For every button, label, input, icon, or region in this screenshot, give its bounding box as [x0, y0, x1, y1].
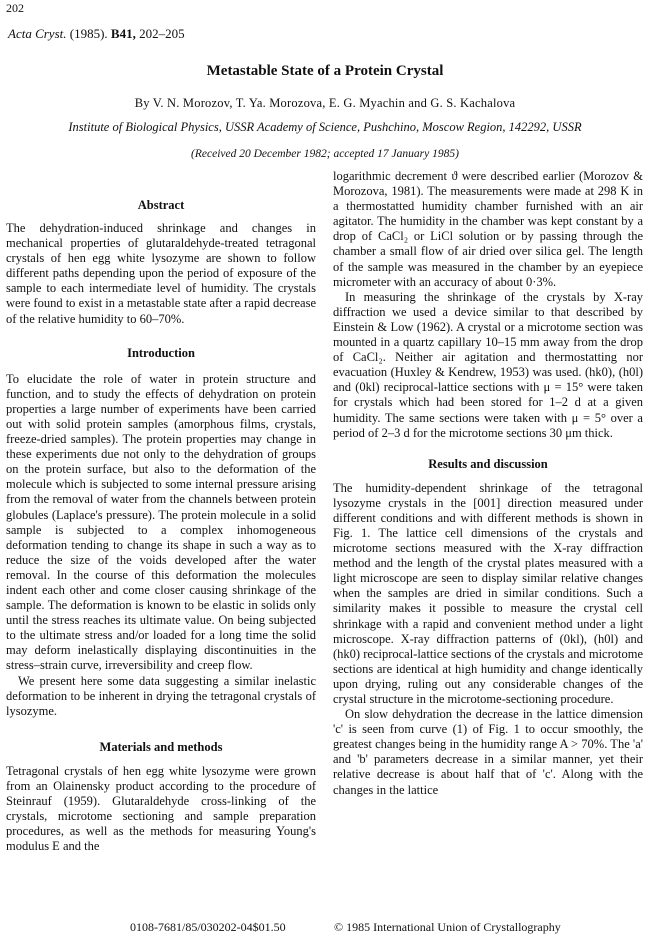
- methods-paragraph-1: Tetragonal crystals of hen egg white lysozyme were grown from an Olainensky product according to the procedure of Steinrauf (1959). Glutaraldehyde cross-linking of the crystals, microtome sectioning and sample preparation procedures, as well as the methods for measuring Young's modulus E and the: [6, 763, 316, 854]
- article-authors: By V. N. Morozov, T. Ya. Morozova, E. G. Myachin and G. S. Kachalova: [134, 96, 516, 110]
- methods-continued-paragraph: logarithmic decrement ϑ were described earlier (Morozov & Morozova, 1981). The measurements were made at 298 K in a thermostatted humidity chamber furnished with an air agitator. The humidity in the chamber was kept constant by a drop of CaCl₂ or LiCl solution or by passing through the chamber a small flow of air dried over silica gel. The length of the sample was measured in the chamber by an eyepiece micrometer with an accuracy of about 0·3%.: [333, 169, 643, 289]
- journal-pages: 202–205: [139, 26, 185, 41]
- methods-paragraph-2: In measuring the shrinkage of the crystals by X-ray diffraction we used a device similar to that described by Einstein & Low (1962). A crystal or a microtome section was mounted in a quartz capillary 10–15 mm away from the drop of CaCl₂. Neither air agitation and thermostatting nor evacuation (Huxley & Kendrew, 1953) was used. (hk0), (h0l) and (0kl) reciprocal-lattice sections with μ = 15° were taken for crystals which had been stored for 1–2 d at a given humidity. The same sections were taken with μ = 5° over a period of 2–3 d for the microtome sections 30 μm thick.: [333, 289, 643, 440]
- footer-code: 0108-7681/85/030202-04$01.50: [130, 920, 286, 934]
- footer-copyright: © 1985 International Union of Crystallography: [334, 920, 561, 934]
- results-paragraph-1: The humidity-dependent shrinkage of the tetragonal lysozyme crystals in the [001] direction measured under different conditions and with different methods is shown in Fig. 1. The lattice cell dimensions of the crystals and microtome sections measured with the X-ray diffraction method and the length of the crystal plates measured with a light microscope are seen to display similar relative changes when the samples are dried in similar conditions. Such a similarity makes it possible to measure the crystal cell shrinkage with a rapid and convenient method under a light microscope. X-ray diffraction patterns of (0kl), (h0l) and (hk0) reciprocal-lattice sections of the crystals and microtome sections are identical at high humidity and change identically upon drying, ruling out any considerable changes of the crystal structure in the microtome-sectioning procedure.: [333, 480, 643, 706]
- page-number: 202: [6, 1, 24, 15]
- article-affiliation: Institute of Biological Physics, USSR Academy of Science, Pushchino, Moscow Region, 142292, USSR: [68, 120, 582, 134]
- introduction-paragraph-2: We present here some data suggesting a similar inelastic deformation to be inherent in drying the tetragonal crystals of lysozyme.: [6, 673, 316, 718]
- right-column: [333, 162, 643, 798]
- journal-name: Acta Cryst.: [8, 26, 67, 41]
- methods-heading: Materials and methods: [99, 739, 223, 754]
- abstract-text: The dehydration-induced shrinkage and changes in mechanical properties of glutaraldehyde-treated tetragonal crystals of hen egg white lysozyme are shown to follow different paths depending upon the period of exposure of the sample to each intermediate level of humidity. The crystals were found to exist in a metastable state after a rapid decrease of the relative humidity to 60–70%.: [6, 221, 316, 326]
- introduction-heading: Introduction: [127, 345, 195, 360]
- results-paragraph-2: On slow dehydration the decrease in the lattice dimension 'c' is seen from curve (1) of Fig. 1 to occur smoothly, the greatest changes being in the humidity range A > 70%. The 'a' and 'b' parameters decrease in a similar manner, yet their relative decrease is about half that of 'c'. Along with the changes in the lattice: [333, 707, 643, 797]
- article-title: Metastable State of a Protein Crystal: [206, 63, 444, 79]
- abstract-heading: Abstract: [137, 198, 185, 212]
- introduction-paragraph-1: To elucidate the role of water in protein structure and function, and to study the effects of dehydration on protein properties a large number of experiments have been carried out with solid protein samples (amorphous films, crystals, freeze-dried samples). The protein properties may change in these experiments due not only to the dehydration of groups on the protein surface, but also to the deformation of the molecule which is subjected to some internal pressure arising from the removal of water from the channels between protein globules (Laplace's pressure). The protein molecule in a solid sample is subjected to a complex inhomogeneous deformation tending to change its shape in such a way as to reduce the size of the voids developed after the water removal. In the course of this deformation the molecules indent each other and come closer causing shrinkage of the sample. The deformation is known to be elastic in solids only until the stress reaches its ultimate value. On being subjected to the ultimate stress and/or loaded for a long time the solid may deform inelastically displaying discontinuities in the stress–strain curve, irreversibility and creep flow.: [6, 371, 316, 673]
- journal-volume: B41,: [110, 26, 136, 41]
- received-dates: (Received 20 December 1982; accepted 17 January 1985): [191, 148, 459, 160]
- journal-year: (1985).: [69, 26, 108, 41]
- left-column: [6, 162, 316, 854]
- journal-citation: [8, 26, 185, 42]
- results-heading: Results and discussion: [428, 456, 548, 471]
